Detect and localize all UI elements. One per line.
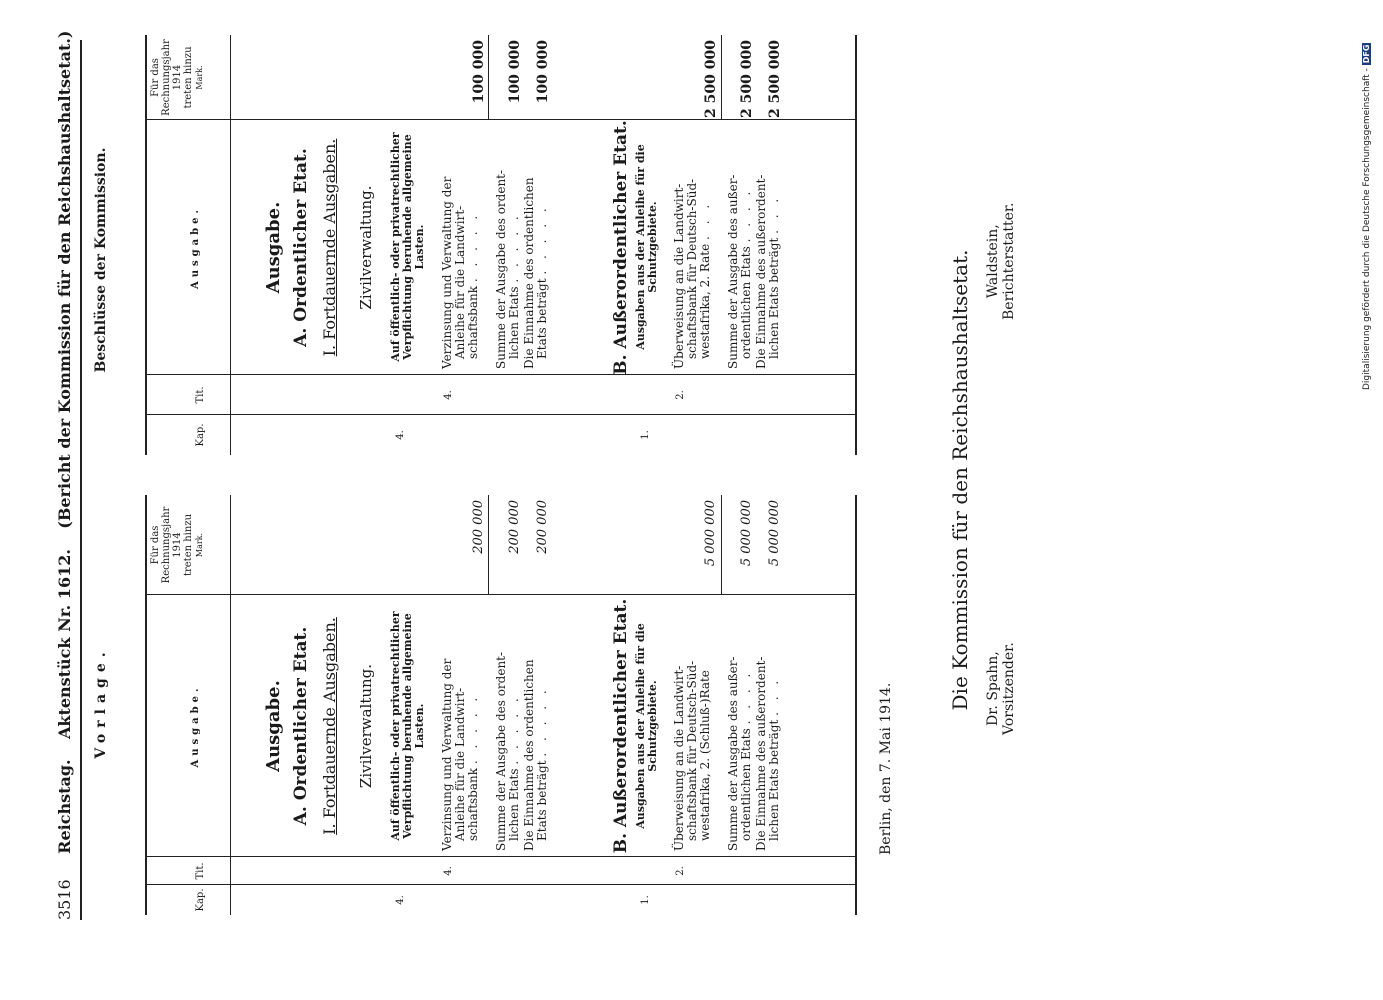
page-number: 3516 xyxy=(55,879,74,920)
left-kap-1: 1. xyxy=(640,895,651,905)
right-einnahme-ao-amount: 2 500 000 xyxy=(767,40,783,118)
left-i-heading: I. Fortdauernde Ausgaben. xyxy=(320,617,339,835)
right-lasten: Auf öffentlich- oder privatrechtlicher Verpflichtung beruhende allgemeine Lasten. xyxy=(389,132,426,362)
page-header xyxy=(55,31,74,921)
commission-line: Die Kommission für den Reichshaushaltsetat. xyxy=(948,249,972,711)
right-title: Beschlüsse der Kommission. xyxy=(93,147,109,373)
right-col-ausgabe: Ausgabe. xyxy=(190,206,201,289)
chair-signature xyxy=(985,642,1017,735)
left-einnahme-ao-amount: 5 000 000 xyxy=(767,500,782,567)
document-number: Aktenstück Nr. 1612. xyxy=(55,549,74,740)
left-einnahme-ord-amount: 200 000 xyxy=(535,500,550,554)
right-einnahme-ord-amount: 100 000 xyxy=(535,40,551,104)
left-tit-4: 4. xyxy=(443,866,454,876)
left-b-heading: B. Außerordentlicher Etat. xyxy=(611,598,631,854)
right-b-heading: B. Außerordentlicher Etat. xyxy=(611,120,631,375)
reporter-name: Waldstein, xyxy=(985,224,1001,299)
left-col-ausgabe: Ausgabe. xyxy=(190,684,201,768)
left-zivil-heading: Zivilverwaltung. xyxy=(357,663,375,789)
left-ueberweisung: Überweisung an die Landwirt- schaftsbank für Deutsch-Süd- westafrika, 2. (Schluß-)Rate xyxy=(672,660,712,851)
left-ausgabe-heading: Ausgabe. xyxy=(263,680,284,772)
left-kap-4: 4. xyxy=(395,895,406,905)
right-verzinsung: Verzinsung und Verwaltung der Anleihe für die Landwirt- schaftsbank . . . . . xyxy=(440,176,480,369)
left-a-heading: A. Ordentlicher Etat. xyxy=(291,626,311,826)
left-col-amount: Für das Rechnungsjahr 1914 treten hinzu Mark. xyxy=(150,506,204,584)
right-kap-1: 1. xyxy=(640,430,651,440)
left-title: Vorlage. xyxy=(93,646,109,759)
reporter-signature xyxy=(985,202,1017,320)
left-summe-ord: Summe der Ausgabe des ordent- lichen Etats . . . . . xyxy=(494,651,521,851)
right-ueberweisung: Überweisung an die Landwirt- schaftsbank für Deutsch-Süd- westafrika, 2. Rate . . . xyxy=(672,178,712,369)
document-subtitle: (Bericht der Kommission für den Reichshaushaltsetat.) xyxy=(55,30,74,529)
left-einnahme-ord: Die Einnahme des ordentlichen Etats beträgt . . . . . xyxy=(522,659,549,851)
dfg-logo: DFG xyxy=(1362,44,1371,64)
left-summe-ao-amount: 5 000 000 xyxy=(739,500,754,567)
right-kap-4: 4. xyxy=(395,430,406,440)
right-summe-ao: Summe der Ausgabe des außer- ordentlichen Etats . . . . xyxy=(726,174,753,369)
header-rule xyxy=(80,40,82,920)
left-ueberweisung-amount: 5 000 000 xyxy=(703,500,718,567)
date-line: Berlin, den 7. Mai 1914. xyxy=(878,682,894,855)
left-col-kap: Kap. xyxy=(195,888,206,912)
right-einnahme-ao: Die Einnahme des außerordent- lichen Etats beträgt . . . xyxy=(754,174,781,369)
left-verzinsung: Verzinsung und Verwaltung der Anleihe für die Landwirt- schaftsbank . . . . . xyxy=(440,658,480,851)
left-col-tit: Tit. xyxy=(195,862,206,880)
chair-name: Dr. Spahn, xyxy=(985,651,1001,726)
left-anleihe: Ausgaben aus der Anleihe für die Schutzgebiete. xyxy=(634,623,659,829)
right-col-tit: Tit. xyxy=(195,386,206,404)
right-summe-ao-amount: 2 500 000 xyxy=(739,40,755,118)
chair-role: Vorsitzender. xyxy=(1001,642,1017,735)
right-summe-ord: Summe der Ausgabe des ordent- lichen Etats . . . . . xyxy=(494,169,521,369)
right-a-heading: A. Ordentlicher Etat. xyxy=(291,148,311,347)
right-table xyxy=(145,35,860,455)
dfg-sidenote-text: Digitalisierung gefördert durch die Deutsche Forschungsgemeinschaft - xyxy=(1362,68,1372,390)
left-tit-2: 2. xyxy=(675,866,686,876)
right-summe-ord-amount: 100 000 xyxy=(507,40,523,104)
right-tit-2: 2. xyxy=(675,390,686,400)
left-verzinsung-amount: 200 000 xyxy=(471,500,486,554)
left-summe-ord-amount: 200 000 xyxy=(507,500,522,554)
right-i-heading: I. Fortdauernde Ausgaben. xyxy=(320,138,339,357)
right-col-kap: Kap. xyxy=(195,423,206,447)
chamber-name: Reichstag. xyxy=(55,759,74,854)
right-verzinsung-amount: 100 000 xyxy=(471,40,487,104)
right-anleihe: Ausgaben aus der Anleihe für die Schutzgebiete. xyxy=(634,144,659,350)
left-summe-ao: Summe der Ausgabe des außer- ordentlichen Etats . . . . xyxy=(726,656,753,851)
right-einnahme-ord: Die Einnahme des ordentlichen Etats beträgt . . . . . xyxy=(522,177,549,369)
left-table xyxy=(145,495,860,915)
right-zivil-heading: Zivilverwaltung. xyxy=(357,185,375,310)
right-ueberweisung-amount: 2 500 000 xyxy=(703,40,719,118)
reporter-role: Berichterstatter. xyxy=(1001,202,1017,320)
right-tit-4: 4. xyxy=(443,390,454,400)
dfg-sidenote xyxy=(1362,43,1372,390)
right-col-amount: Für das Rechnungsjahr 1914 treten hinzu Mark. xyxy=(150,39,204,116)
left-lasten: Auf öffentlich- oder privatrechtlicher Verpflichtung beruhende allgemeine Lasten. xyxy=(389,611,426,841)
right-ausgabe-heading: Ausgabe. xyxy=(263,201,284,294)
left-einnahme-ao: Die Einnahme des außerordent- lichen Etats beträgt . . . xyxy=(754,656,781,851)
